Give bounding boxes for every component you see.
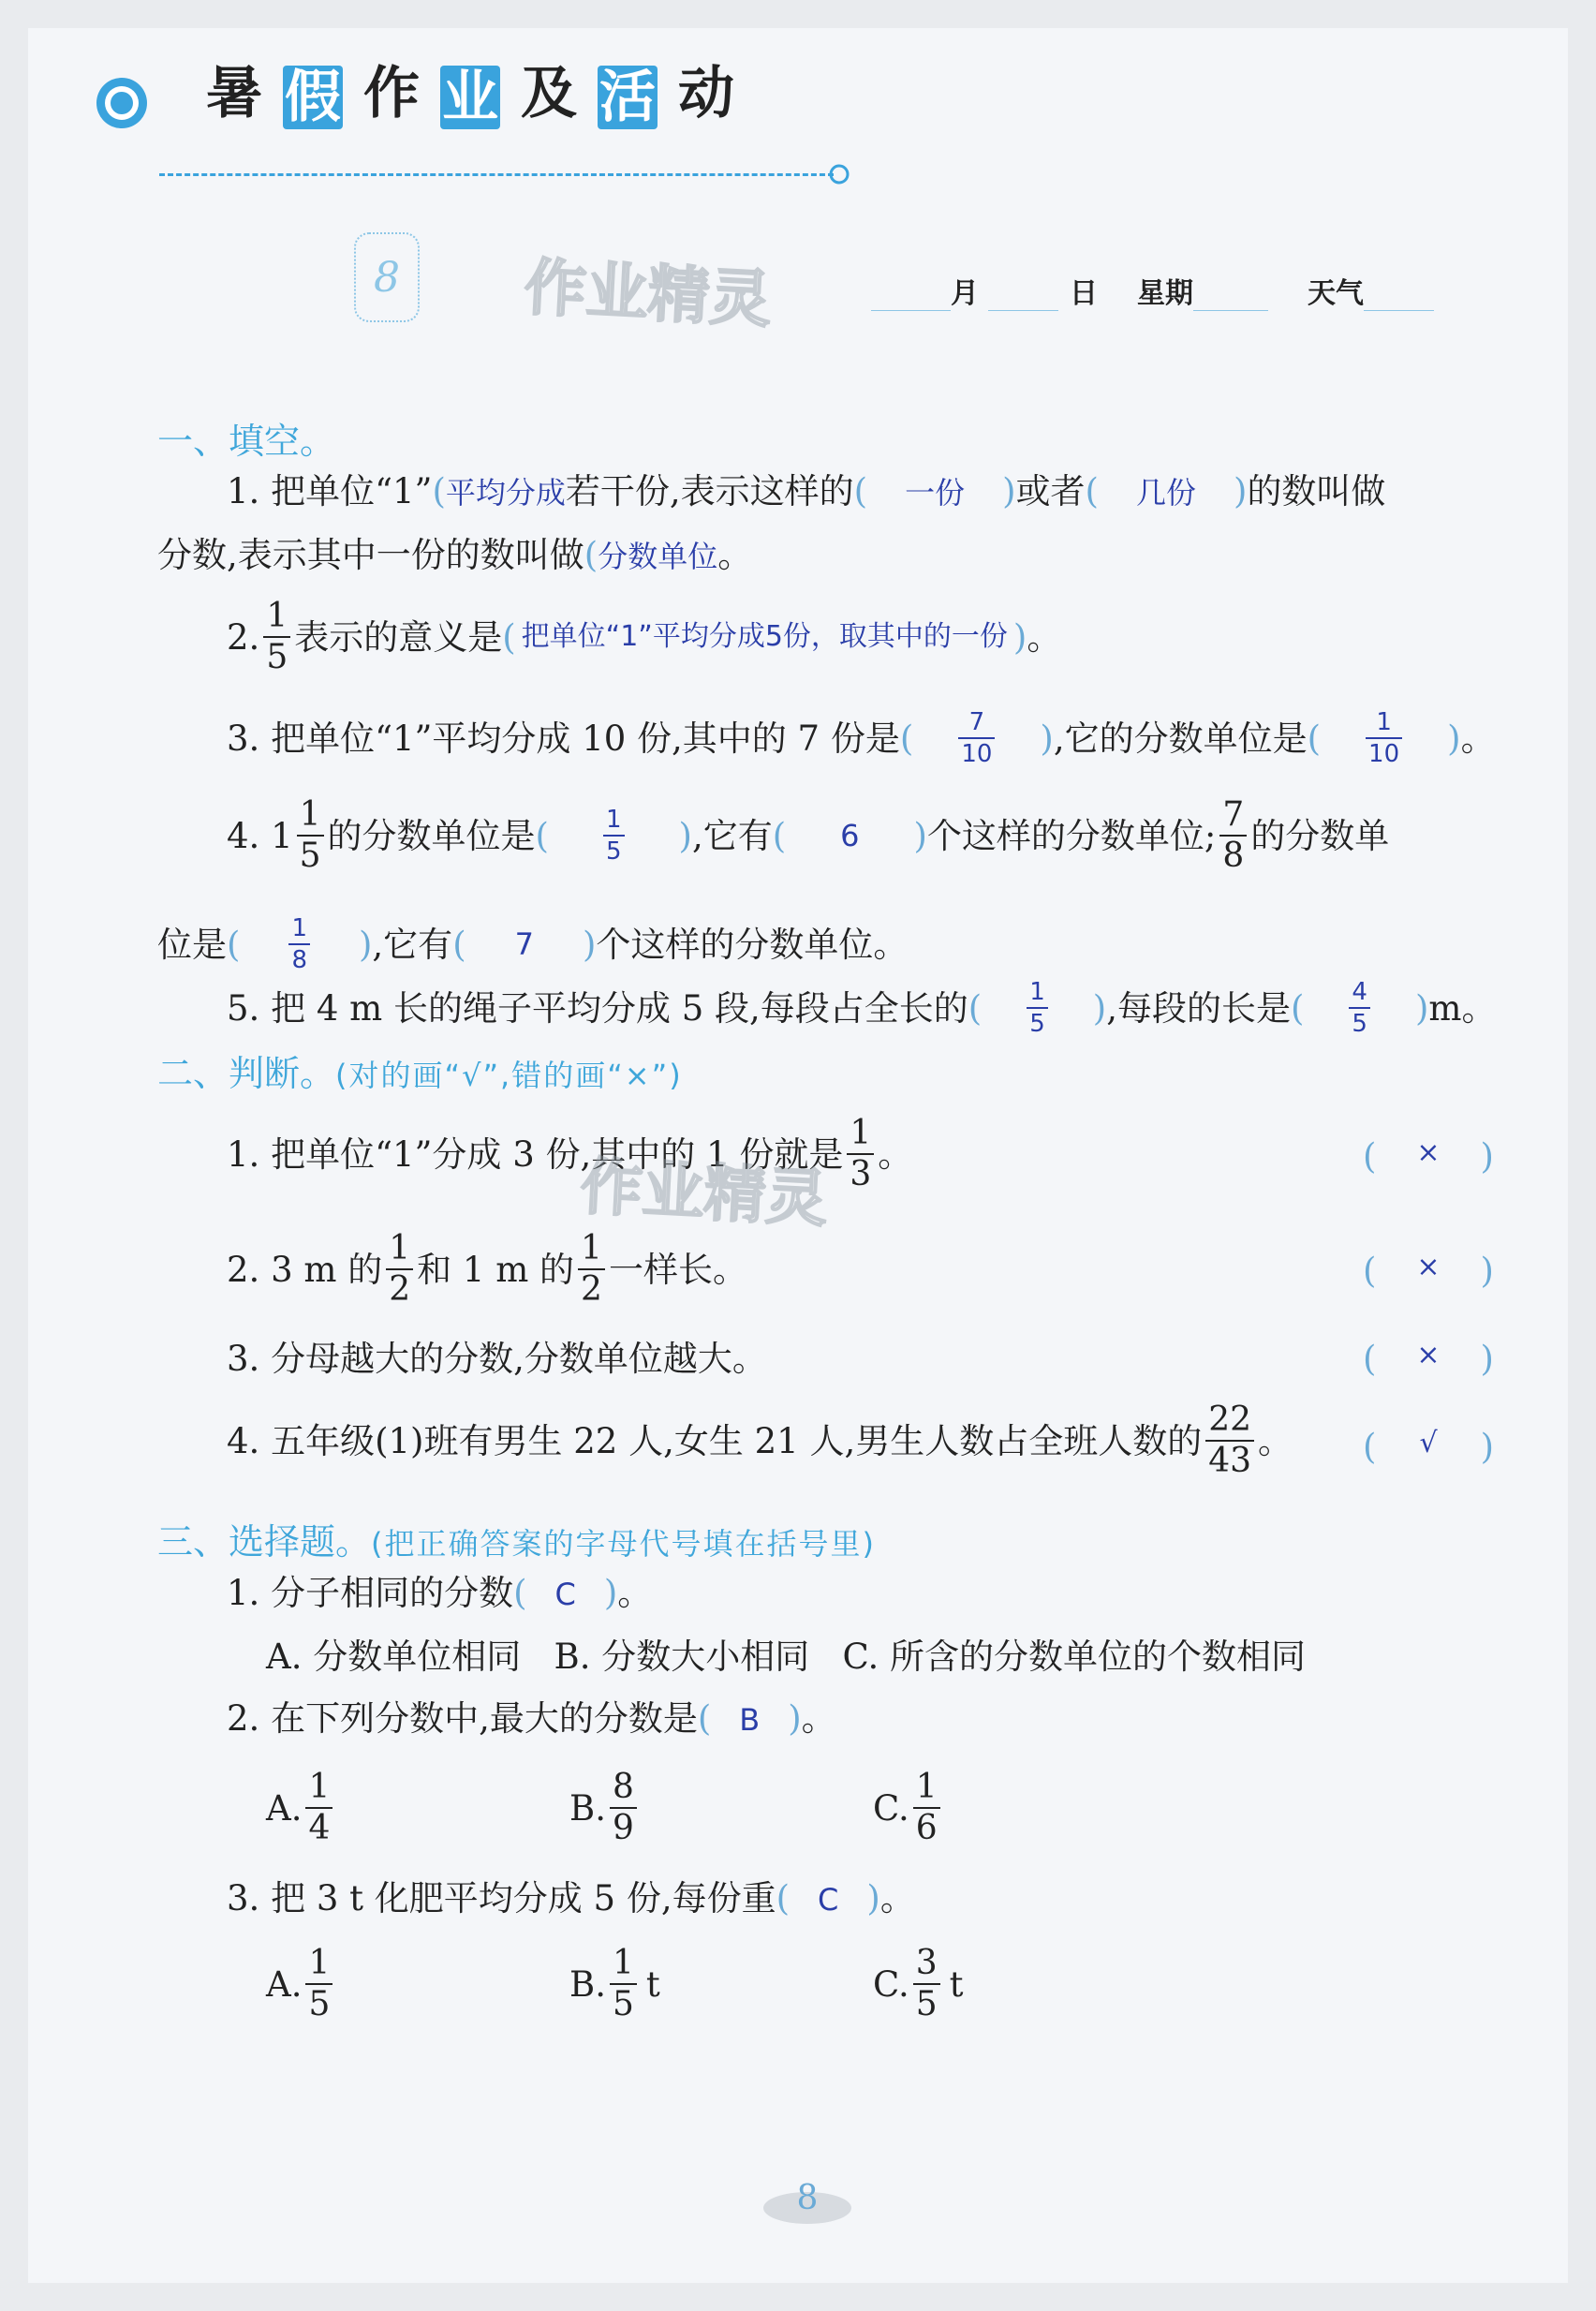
s1-q4-answer2[interactable]: 6 <box>840 818 860 853</box>
s2-answer-2[interactable]: ( × ) <box>1363 1251 1494 1291</box>
s3-q3-option-b[interactable]: B. $\frac{1}{5}$ t <box>569 1944 660 2023</box>
s1-q4-line2: 位是 ( $\frac{1}{8}$ ) ,它有 ( 7 ) 个这样的分数单位。 <box>157 914 909 974</box>
s2-item-3: 3. 分母越大的分数,分数单位越大。 <box>227 1339 767 1379</box>
rule-end-dot-icon <box>827 162 851 186</box>
target-circle-icon <box>94 75 150 131</box>
s3-q3-answer[interactable]: C <box>818 1882 839 1918</box>
week-blank[interactable] <box>1193 310 1268 311</box>
s2-answer-1[interactable]: ( × ) <box>1363 1136 1494 1177</box>
header-char-3: 作 <box>363 61 420 126</box>
s1-q1-answer4[interactable]: 分数单位 <box>598 539 718 574</box>
s1-q4-answer4[interactable]: 7 <box>514 926 534 962</box>
s1-q3-answer2[interactable]: $\frac{1}{10}$ <box>1366 710 1402 766</box>
s1-q5-answer1[interactable]: $\frac{1}{5}$ <box>1027 980 1048 1036</box>
s1-q4-answer1[interactable]: $\frac{1}{5}$ <box>603 807 625 864</box>
s2-answer-3[interactable]: ( × ) <box>1363 1339 1494 1379</box>
s3-q2-option-b[interactable]: B. $\frac{8}{9}$ <box>569 1770 641 1845</box>
day-blank[interactable] <box>988 310 1058 311</box>
day-label: 日 <box>1070 277 1098 310</box>
s3-q2-answer[interactable]: B <box>739 1702 761 1738</box>
header-char-1: 暑 <box>206 61 262 126</box>
s1-q1-line2: 分数,表示其中一份的数叫做(分数单位。 <box>157 535 753 575</box>
s2-item-2: 2. 3 m 的 $\frac{1}{2}$ 和 1 m 的 $\frac{1}{2}$ 一样长。 <box>227 1229 747 1309</box>
header-char-5: 及 <box>521 61 577 126</box>
section1-title: 一、填空。 <box>157 421 336 462</box>
month-label: 月 <box>951 277 979 310</box>
s1-q2-answer[interactable]: 把单位“1”平均分成5份，取其中的一份 <box>521 620 1008 653</box>
s1-q1-answer3[interactable]: 几份 <box>1135 475 1196 511</box>
s2-item-1: 1. 把单位“1”分成 3 份,其中的 1 份就是 $\frac{1}{3}$ 。 <box>227 1114 913 1193</box>
header-char-4: 业 <box>442 65 498 130</box>
s3-q1: 1. 分子相同的分数( C )。 <box>227 1573 653 1613</box>
s1-q2: 2. $\frac{1}{5}$ 表示的意义是 ( 把单位“1”平均分成5份，取其中的一份 ) 。 <box>227 597 1062 676</box>
s1-q4-answer3[interactable]: $\frac{1}{8}$ <box>288 916 310 972</box>
header-char-2: 假 <box>285 65 341 130</box>
s3-q1-answer[interactable]: C <box>554 1577 576 1612</box>
s3-q3: 3. 把 3 t 化肥平均分成 5 份,每份重( C )。 <box>227 1878 915 1918</box>
s3-q2: 2. 在下列分数中,最大的分数是( B )。 <box>227 1698 836 1739</box>
weather-label: 天气 <box>1308 277 1364 310</box>
s1-q1-line1: 1. 把单位“1”(平均分成若干份,表示这样的( 一份 )或者( 几份 )的数叫做 <box>227 471 1386 511</box>
s1-q5: 5. 把 4 m 长的绳子平均分成 5 段,每段占全长的 ( $\frac{1}{5}$ ) ,每段的长是 ( $\frac{4}{5}$ ) m。 <box>227 978 1497 1038</box>
page-header-title <box>206 61 734 130</box>
month-blank[interactable] <box>871 310 951 311</box>
s1-q4-line1: 4. 1 $\frac{1}{5}$ 的分数单位是 ( $\frac{1}{5}$ ) ,它有 ( 6 ) 个这样的分数单位; $\frac{7}{8}$ 的分数单 <box>227 795 1390 875</box>
s2-item-4: 4. 五年级(1)班有男生 22 人,女生 21 人,男生人数占全班人数的 $\frac{22}{43}$ 。 <box>227 1400 1293 1480</box>
brand-watermark-mid: 作业精灵 <box>578 1150 830 1236</box>
date-line <box>871 270 1434 311</box>
lesson-number: 8 <box>374 253 400 302</box>
weather-blank[interactable] <box>1364 310 1434 311</box>
s1-q2-fraction: $\frac{1}{5}$ <box>263 600 290 674</box>
s3-q2-option-a[interactable]: A. $\frac{1}{4}$ <box>266 1770 336 1845</box>
s1-q1-answer1[interactable]: 平均分成 <box>445 475 566 511</box>
week-label: 星期 <box>1137 277 1193 310</box>
s1-q3: 3. 把单位“1”平均分成 10 份,其中的 7 份是 ( $\frac{7}{10}$ ) ,它的分数单位是 ( $\frac{1}{10}$ ) 。 <box>227 708 1496 768</box>
brand-watermark: 作业精灵 <box>522 251 774 336</box>
s1-q5-answer2[interactable]: $\frac{4}{5}$ <box>1349 980 1370 1036</box>
s3-q3-option-c[interactable]: C. $\frac{3}{5}$ t <box>873 1944 964 2023</box>
header-char-7: 动 <box>678 61 734 126</box>
s1-q3-answer1[interactable]: $\frac{7}{10}$ <box>958 710 995 766</box>
header-dashed-rule <box>159 173 834 176</box>
section3-title: 三、选择题。(把正确答案的字母代号填在括号里) <box>157 1521 876 1563</box>
s1-q1-answer2[interactable]: 一份 <box>905 475 966 511</box>
page-number: 8 <box>796 2179 819 2217</box>
worksheet-page <box>28 28 1568 2283</box>
s3-q3-option-a[interactable]: A. $\frac{1}{5}$ <box>266 1947 336 2022</box>
section2-title: 二、判断。(对的画“√”,错的画“×”) <box>157 1053 683 1094</box>
lesson-number-badge <box>354 232 420 322</box>
header-char-6: 活 <box>599 65 656 130</box>
s2-answer-4[interactable]: ( √ ) <box>1363 1427 1494 1467</box>
s3-q2-option-c[interactable]: C. $\frac{1}{6}$ <box>873 1770 944 1845</box>
s3-q1-options: A. 分数单位相同 B. 分数大小相同 C. 所含的分数单位的个数相同 <box>266 1637 1307 1677</box>
